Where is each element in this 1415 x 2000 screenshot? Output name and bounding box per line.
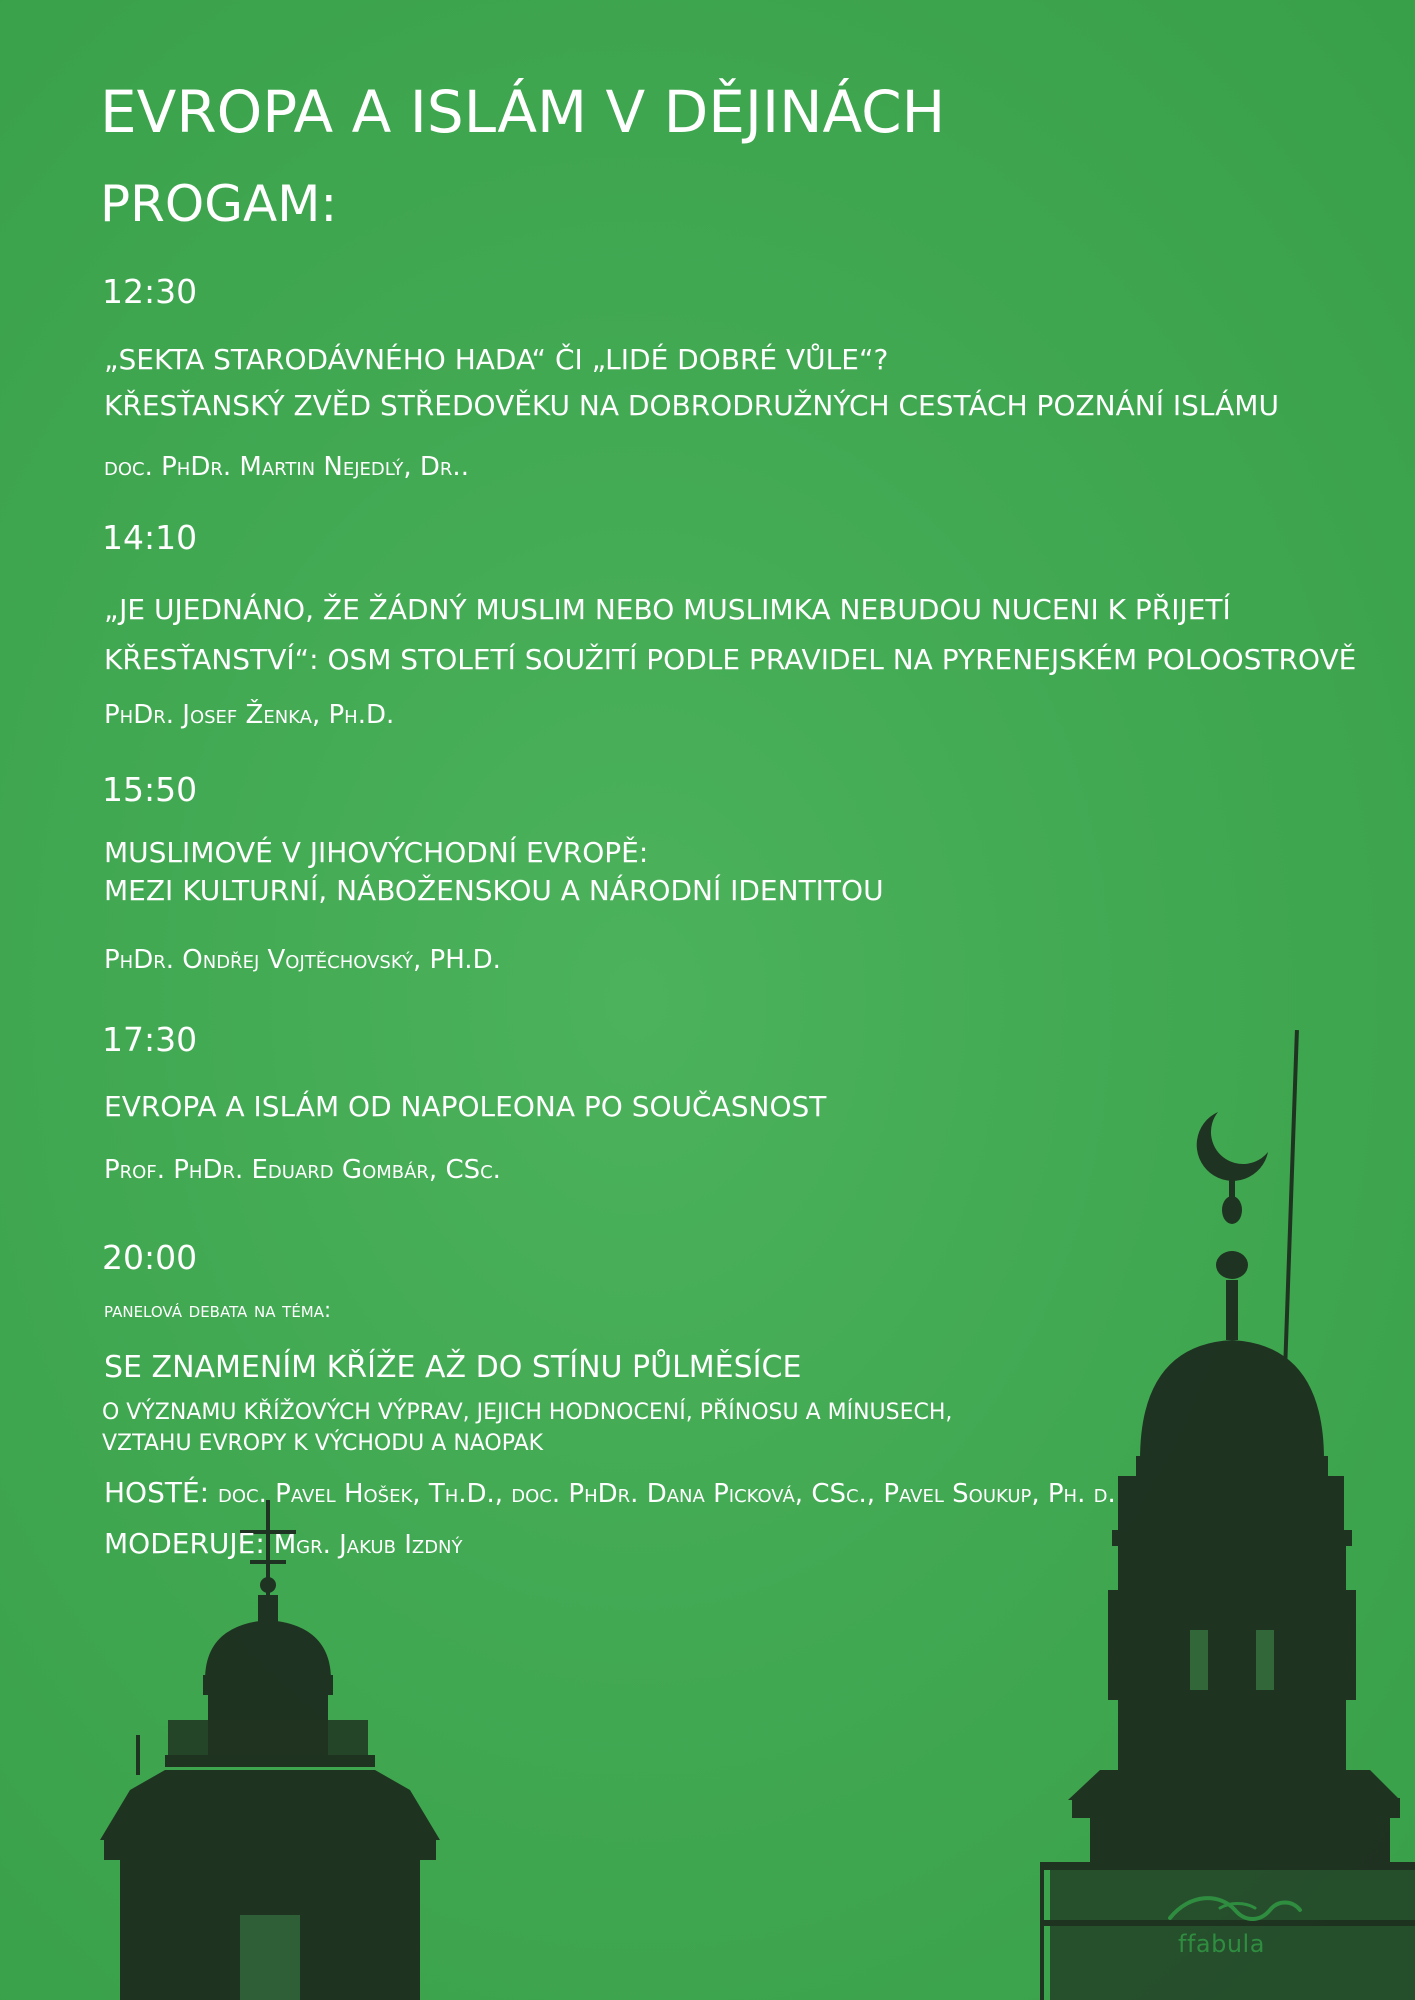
session-time: 14:10: [102, 518, 198, 557]
panel-subtitle: [102, 1397, 952, 1459]
page-title: EVROPA A ISLÁM V DĚJINÁCH: [100, 78, 946, 146]
guests-label: HOSTÉ:: [104, 1476, 210, 1509]
moderator-name: Mgr. Jakub Izdný: [273, 1530, 463, 1560]
panel-guests: [104, 1476, 1116, 1509]
ffabula-logo: [1160, 1888, 1320, 1968]
moderator-label: MODERUJE:: [104, 1527, 265, 1560]
talk-line: EVROPA A ISLÁM OD NAPOLEONA PO SOUČASNOST: [104, 1090, 827, 1123]
talk-line: MUSLIMOVÉ V JIHOVÝCHODNÍ EVROPĚ:: [104, 836, 649, 869]
panel-time: 20:00: [102, 1238, 198, 1277]
talk-line: KŘESŤANSTVÍ“: OSM STOLETÍ SOUŽITÍ PODLE PRAVIDEL NA PYRENEJSKÉM POLOOSTROVĚ: [104, 643, 1357, 676]
talk-line: MEZI KULTURNÍ, NÁBOŽENSKOU A NÁRODNÍ IDENTITOU: [104, 874, 884, 907]
panel-label: panelová debata na téma:: [104, 1298, 332, 1322]
session-time: 15:50: [102, 770, 198, 809]
session-speaker: PhDr. Josef Ženka, Ph.D.: [104, 700, 395, 730]
session-time: 17:30: [102, 1020, 198, 1059]
session-time: 12:30: [102, 272, 198, 311]
panel-subtitle-line: O VÝZNAMU KŘÍŽOVÝCH VÝPRAV, JEJICH HODNOCENÍ, PŘÍNOSU A MÍNUSECH,: [102, 1400, 953, 1425]
session-speaker: doc. PhDr. Martin Nejedlý, Dr..: [104, 452, 469, 482]
session-talk-title: [104, 585, 1356, 685]
panel-moderator: [104, 1527, 463, 1560]
session-talk-title: [104, 834, 884, 910]
session-speaker: Prof. PhDr. Eduard Gombár, CSc.: [104, 1155, 501, 1185]
panel-title: SE ZNAMENÍM KŘÍŽE AŽ DO STÍNU PŮLMĚSÍCE: [104, 1350, 802, 1385]
program-heading: PROGAM:: [100, 175, 338, 233]
church-tower-silhouette: [100, 1500, 440, 2000]
session-talk-title: [104, 337, 1279, 429]
talk-line: „SEKTA STARODÁVNÉHO HADA“ ČI „LIDÉ DOBRÉ VŮLE“?: [104, 343, 889, 376]
logo-text: ffabula: [1178, 1930, 1265, 1958]
panel-subtitle-line: VZTAHU EVROPY K VÝCHODU A NAOPAK: [102, 1431, 544, 1456]
minaret-silhouette: [1040, 1030, 1415, 2000]
session-talk-title: [104, 1084, 826, 1130]
guests-list: doc. Pavel Hošek, Th.D., doc. PhDr. Dana Picková, CSc., Pavel Soukup, Ph. d.: [218, 1479, 1116, 1509]
talk-line: „JE UJEDNÁNO, ŽE ŽÁDNÝ MUSLIM NEBO MUSLIMKA NEBUDOU NUCENI K PŘIJETÍ: [104, 593, 1231, 626]
session-speaker: PhDr. Ondřej Vojtěchovský, PH.D.: [104, 945, 501, 975]
talk-line: KŘESŤANSKÝ ZVĚD STŘEDOVĚKU NA DOBRODRUŽNÝCH CESTÁCH POZNÁNÍ ISLÁMU: [104, 389, 1279, 422]
